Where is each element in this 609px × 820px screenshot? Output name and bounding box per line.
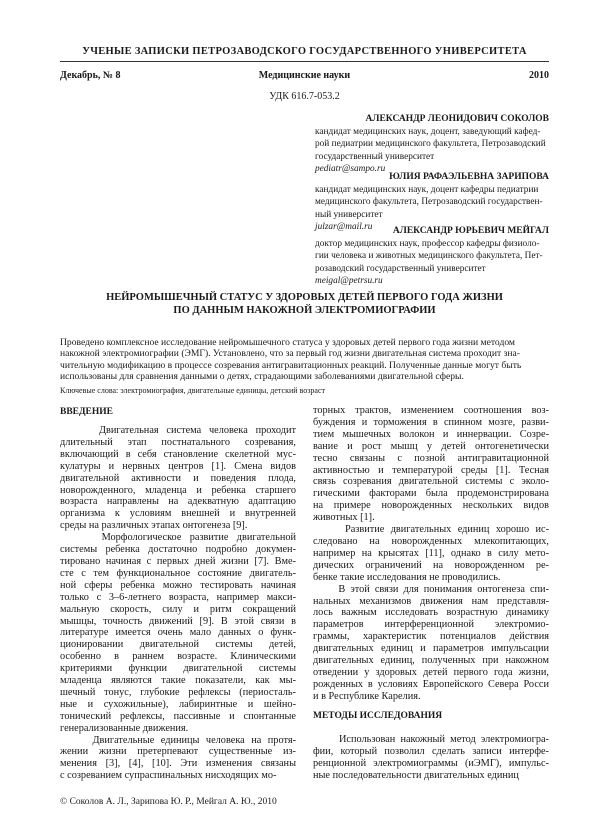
section-label: Медицинские науки <box>258 70 351 81</box>
header-rule <box>60 61 549 62</box>
text-line: организма к условиям внешней и внутренней <box>60 508 296 520</box>
journal-title: УЧЕНЫЕ ЗАПИСКИ ПЕТРОЗАВОДСКОГО ГОСУДАРСТВЕННОГО УНИВЕРСИТЕТА <box>82 46 527 57</box>
author-email: meigal@petrsu.ru <box>315 275 383 286</box>
text-line: фии, который позволил сделать записи интерфе- <box>313 745 549 757</box>
text-line: двигательных единиц и параметров импульсации <box>313 643 549 655</box>
author-name: ЮЛИЯ РАФАЭЛЬЕВНА ЗАРИПОВА <box>389 172 549 182</box>
author-email: pediatr@sampo.ru <box>315 163 386 174</box>
text-line: с созреванием супраспинальных нисходящих мо- <box>60 770 277 782</box>
text-line: на примере новорожденных нескольких видов <box>313 500 549 512</box>
title-line: НЕЙРОМЫШЕЧНЫЙ СТАТУС У ЗДОРОВЫХ ДЕТЕЙ ПЕРВОГО ГОДА ЖИЗНИ <box>106 292 503 303</box>
text-line: только с 3–6-летнего возраста, например макси- <box>60 591 296 603</box>
author-email: julzar@mail.ru <box>315 221 373 232</box>
affiliation-line: доктор медицинских наук, профессор кафедры физиоло- <box>315 239 540 249</box>
text-line: Двигательная система человека проходит <box>60 425 296 436</box>
text-line: тием мышечных волокон и иннервации. Созре- <box>313 428 549 440</box>
text-line: ные и сухожильные), лабиринтные и шейно- <box>60 698 296 710</box>
text-line: менения [3], [4], [10]. Эти изменения связаны <box>60 758 296 770</box>
text-line: тесно связаны с позной антигравитационной <box>313 452 549 464</box>
text-line: рожденных в условиях Европейского Севера Росси <box>313 678 549 690</box>
text-line: сте с тем функциональное состояние двигатель- <box>60 567 296 579</box>
text-line: ционировании двигательной системы детей, <box>60 639 296 651</box>
left-column <box>60 425 296 782</box>
text-line: животных [1]. <box>313 512 375 524</box>
affiliation-line: ный университет <box>315 209 383 220</box>
text-line: гическими факторами была продемонстрирована <box>313 488 549 500</box>
section-heading-methods: МЕТОДЫ ИССЛЕДОВАНИЯ <box>313 711 443 721</box>
title-line: ПО ДАННЫМ НАКОЖНОЙ ЭЛЕКТРОМИОГРАФИИ <box>173 305 436 316</box>
text-line: ренционной электромиограммы (иЭМГ), импульс- <box>313 757 549 769</box>
article-title <box>60 291 549 317</box>
affiliation-line: кандидат медицинских наук, доцент кафедры педиатрии <box>315 185 539 195</box>
text-line: например на крысятах [11], однако в силу мето- <box>313 547 549 559</box>
abstract-line: чительную модификацию в процессе созревания антигравитационных реакций. Полученные данные могут быть <box>60 359 522 371</box>
text-line: торных трактов, изменением соотношения воз- <box>313 405 549 416</box>
issue-label: Декабрь, № 8 <box>60 70 121 81</box>
abstract-line: использованы для сравнения данными о детях, страдающими заболеваниями двигательной сферы. <box>60 371 464 383</box>
text-line: мальную скорость, силу и ритм сокращений <box>60 603 296 615</box>
abstract-line: накожной электромиографии (ЭМГ). Установлено, что за первый год жизни двигательная система проходит зна- <box>60 348 520 360</box>
text-line: ные последовательности двигательных единиц <box>313 769 519 781</box>
author-name: АЛЕКСАНДР ЛЕОНИДОВИЧ СОКОЛОВ <box>365 114 549 124</box>
affiliation-line: государственный университет <box>315 151 435 162</box>
text-line: ной сферы ребенка можно тестировать начиная <box>60 579 296 591</box>
text-line: литературе имеется очень мало данных о функ- <box>60 627 296 639</box>
text-line: дических ограничений на новорожденном ре- <box>313 559 549 571</box>
affiliation-line: розаводский государственный университет <box>315 263 486 274</box>
text-line: отведении у здоровых детей первого года жизни, <box>313 666 549 678</box>
text-line: шечный тонус, глубокие рефлексы (периосталь- <box>60 686 296 698</box>
text-line: двигательных единиц, полученных при накожном <box>313 655 549 667</box>
text-line: нальных механизмов движения нам представля- <box>313 595 549 607</box>
text-line: буждения и торможения в спинном мозге, разви- <box>313 416 549 428</box>
text-line: Развитие двигательных единиц хорошо ис- <box>313 524 549 536</box>
affiliation-line: рой педиатрии медицинского факультета, Петрозаводский <box>315 139 546 150</box>
right-column-text <box>313 405 549 703</box>
text-line: связь созревания двигательной системы с эколо- <box>313 476 549 488</box>
text-line: и в Республике Карелия. <box>313 690 421 702</box>
right-column-methods-text <box>313 734 549 782</box>
text-line: длительный этап постнатального созревания, <box>60 436 296 448</box>
text-line: кулатуры и нервных центров [1]. Смена видов <box>60 460 296 472</box>
text-line: тировано начиная с первых дней жизни [7]. Вме- <box>60 555 296 567</box>
text-line: возраста направлены на адекватную адаптацию <box>60 496 296 508</box>
affiliation-line: кандидат медицинских наук, доцент, заведующий кафед- <box>315 127 541 137</box>
abstract-line: Проведено комплексное исследование нейромышечного статуса у здоровых детей первого года жизни методом <box>60 337 516 348</box>
section-heading-intro: ВВЕДЕНИЕ <box>60 407 113 417</box>
text-line: граммы, характеристик потенциалов действия <box>313 631 549 643</box>
text-line: параметров интерференционной электромио- <box>313 619 549 631</box>
copyright: © Соколов А. Л., Зарипова Ю. Р., Мейгал А. Ю., 2010 <box>60 797 277 807</box>
udc-code: УДК 616.7-053.2 <box>269 91 340 102</box>
author-affiliation <box>315 238 549 287</box>
text-line: жении жизни претерпевают существенные из- <box>60 746 296 758</box>
text-line: двигательной активности и поведения плода, <box>60 472 296 484</box>
text-line: вание и рост мышц у детей онтогенетически <box>313 440 549 452</box>
text-line: В этой связи для понимания онтогенеза спи- <box>313 583 549 595</box>
text-line: активностью и температурой среды [1]. Тесная <box>313 464 549 476</box>
keywords: Ключевые слова: электромиография, двигательные единицы, детский возраст <box>60 386 325 395</box>
author-affiliation <box>315 126 549 175</box>
text-line: системы ребенка достаточно подробно докумен- <box>60 544 296 556</box>
affiliation-line: гии человека и животных медицинского факультета, Пет- <box>315 251 543 262</box>
text-line: тонический рефлексы, пассивные и спонтанные <box>60 710 296 722</box>
text-line: Двигательные единицы человека на протя- <box>60 734 296 746</box>
text-line: мышцы, точность движений [9]. В этой связи в <box>60 615 296 627</box>
text-line: среды на различных этапах онтогенеза [9]. <box>60 520 248 532</box>
author-name: АЛЕКСАНДР ЮРЬЕВИЧ МЕЙГАЛ <box>392 226 549 236</box>
text-line: включающий в себя становление скелетной мус- <box>60 448 296 460</box>
affiliation-line: медицинского факультета, Петрозаводский государствен- <box>315 197 543 208</box>
text-line: Морфологическое развитие двигательной <box>60 532 296 544</box>
text-line: новорожденного, младенца и ребенка старшего <box>60 484 296 496</box>
text-line: младенца являются такие показатели, как мы- <box>60 675 296 687</box>
text-line: генерализованные движения. <box>60 722 189 734</box>
text-line: бенке такие исследования не проводились. <box>313 571 501 583</box>
abstract <box>60 337 549 383</box>
year-label: 2010 <box>529 70 549 81</box>
text-line: лось важным исследовать возрастную динамику <box>313 607 549 619</box>
text-line: Использован накожный метод электромиогра- <box>313 734 549 745</box>
text-line: особенно в раннем возрасте. Клиническими <box>60 651 296 663</box>
text-line: следовано на новорожденных млекопитающих, <box>313 535 549 547</box>
text-line: критериями функции двигательной системы <box>60 663 296 675</box>
